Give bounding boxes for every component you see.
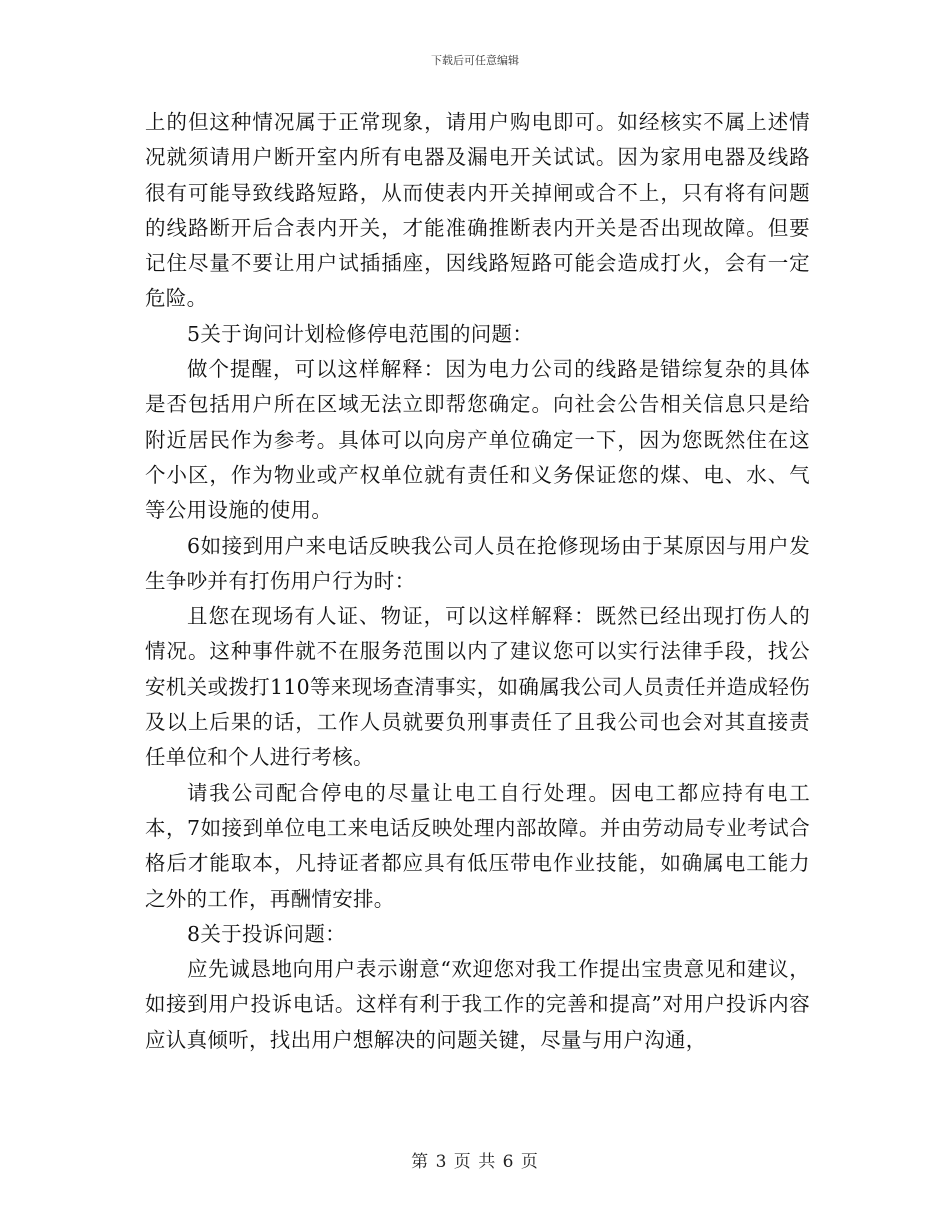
footer-middle: 页 共 bbox=[453, 1152, 497, 1172]
paragraph-continuation: 上的但这种情况属于正常现象，请用户购电即可。如经核实不属上述情况就须请用户断开室内所有电器及漏电开关试试。因为家用电器及线路很有可能导致线路短路，从而使表内开关掉闸或合不上，只有将有问题的线路断开后合表内开关，才能准确推断表内开关是否出现故障。但要记住尽量不要让用户试插插座，因线路短路可能会造成打火，会有一定危险。 bbox=[145, 110, 810, 311]
paragraph-7-body: 请我公司配合停电的尽量让电工自行处理。因电工都应持有电工本，7如接到单位电工来电话反映处理内部故障。并由劳动局专业考试合格后才能取本，凡持证者都应具有低压带电作业技能，如确属电工能力之外的工作，再酬情安排。 bbox=[145, 780, 810, 911]
paragraph-5-body: 做个提醒，可以这样解释：因为电力公司的线路是错综复杂的具体是否包括用户所在区域无法立即帮您确定。向社会公告相关信息只是给附近居民作为参考。具体可以向房产单位确定一下，因为您既然住在这个小区，作为物业或产权单位就有责任和义务保证您的煤、电、水、气等公用设施的使用。 bbox=[145, 357, 810, 523]
paragraph-6-body: 且您在现场有人证、物证，可以这样解释：既然已经出现打伤人的情况。这种事件就不在服务范围以内了建议您可以实行法律手段，找公安机关或拨打110等来现场查清事实，如确属我公司人员责任并造成轻伤及以上后果的话，工作人员就要负刑事责任了且我公司也会对其直接责任单位和个人进行考核。 bbox=[145, 604, 810, 770]
footer-suffix: 页 bbox=[520, 1152, 539, 1172]
page-footer bbox=[0, 1147, 950, 1172]
footer-prefix: 第 bbox=[411, 1152, 430, 1172]
paragraph-8-body: 应先诚恳地向用户表示谢意“欢迎您对我工作提出宝贵意见和建议，如接到用户投诉电话。这样有利于我工作的完善和提高”对用户投诉内容应认真倾听，找出用户想解决的问题关键，尽量与用户沟通， bbox=[145, 957, 810, 1052]
section-heading-6: 6如接到用户来电话反映我公司人员在抢修现场由于某原因与用户发生争吵并有打伤用户行为时： bbox=[145, 533, 810, 593]
footer-total-pages: 6 bbox=[502, 1152, 515, 1172]
section-heading-8: 8关于投诉问题： bbox=[187, 921, 346, 946]
document-body bbox=[145, 105, 810, 1058]
page-header: 下载后可任意编辑 bbox=[431, 54, 519, 67]
footer-page-number: 3 bbox=[435, 1152, 448, 1172]
section-heading-5: 5关于询问计划检修停电范围的问题： bbox=[187, 321, 534, 346]
